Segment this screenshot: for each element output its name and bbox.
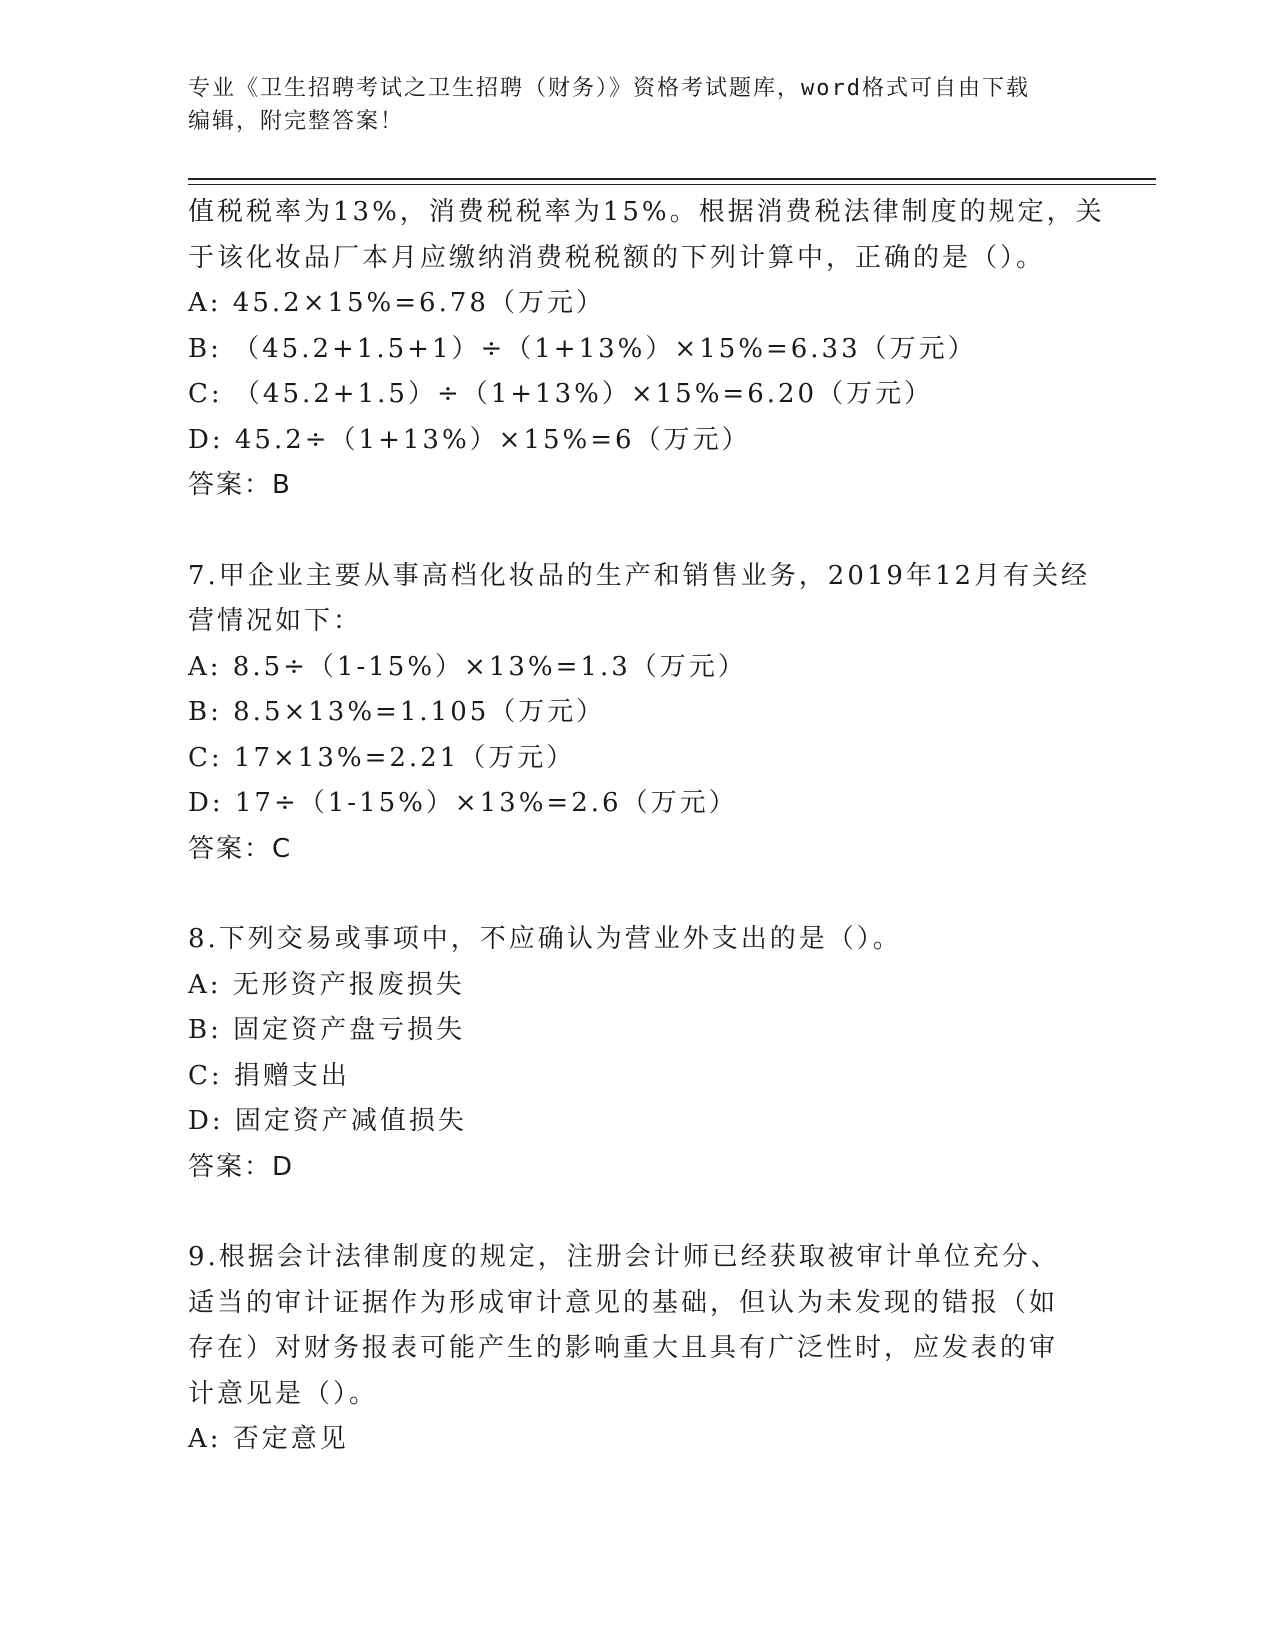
option-a: A: 8.5÷（1-15%）×13%=1.3（万元） bbox=[188, 651, 747, 682]
question-text: 值税税率为13%，消费税税率为15%。根据消费税法律制度的规定，关 bbox=[188, 197, 1105, 227]
question-block bbox=[188, 554, 1091, 873]
question-text: 9.根据会计法律制度的规定，注册会计师已经获取被审计单位充分、 bbox=[188, 1242, 1060, 1272]
header-rule-thin bbox=[188, 184, 1156, 185]
answer: 答案：D bbox=[188, 1151, 295, 1182]
answer: 答案：C bbox=[188, 833, 293, 864]
option-c: C: 捐赠支出 bbox=[188, 1060, 350, 1091]
question-text: 适当的审计证据作为形成审计意见的基础，但认为未发现的错报（如 bbox=[188, 1287, 1059, 1318]
question-block bbox=[188, 917, 1088, 1190]
header-line-2: 编辑，附完整答案！ bbox=[188, 109, 405, 134]
option-b: B: 8.5×13%=1.105（万元） bbox=[188, 697, 606, 727]
option-a: A: 45.2×15%=6.78（万元） bbox=[188, 288, 605, 318]
question-text: 营情况如下： bbox=[188, 606, 363, 636]
option-c: C: 17×13%=2.21（万元） bbox=[188, 742, 576, 773]
option-d: D: 17÷（1-15%）×13%=2.6（万元） bbox=[188, 788, 738, 818]
option-a: A: 否定意见 bbox=[188, 1424, 349, 1454]
question-list bbox=[188, 190, 1105, 1463]
question-block bbox=[188, 190, 1105, 509]
question-text: 7.甲企业主要从事高档化妆品的生产和销售业务，2019年12月有关经 bbox=[188, 560, 1091, 591]
question-text: 计意见是（）。 bbox=[188, 1378, 379, 1409]
header-line-1: 专业《卫生招聘考试之卫生招聘（财务）》资格考试题库，word格式可自由下载 bbox=[188, 76, 1030, 101]
option-d: D: 45.2÷（1+13%）×15%=6（万元） bbox=[188, 424, 751, 455]
option-a: A: 无形资产报废损失 bbox=[188, 969, 465, 1000]
document-header bbox=[188, 72, 1088, 138]
question-text: 8.下列交易或事项中，不应确认为营业外支出的是（）。 bbox=[188, 924, 902, 954]
header-rule-thick bbox=[188, 178, 1156, 180]
question-block bbox=[188, 1235, 1088, 1463]
option-c: C: （45.2+1.5）÷（1+13%）×15%=6.20（万元） bbox=[188, 379, 934, 409]
option-b: B: 固定资产盘亏损失 bbox=[188, 1015, 466, 1045]
question-text: 于该化妆品厂本月应缴纳消费税税额的下列计算中，正确的是（）。 bbox=[188, 242, 1046, 273]
question-text: 存在）对财务报表可能产生的影响重大且具有广泛性时，应发表的审 bbox=[188, 1333, 1059, 1363]
answer: 答案：B bbox=[188, 470, 292, 500]
option-b: B: （45.2+1.5+1）÷（1+13%）×15%=6.33（万元） bbox=[188, 333, 977, 364]
option-d: D: 固定资产减值损失 bbox=[188, 1106, 467, 1136]
